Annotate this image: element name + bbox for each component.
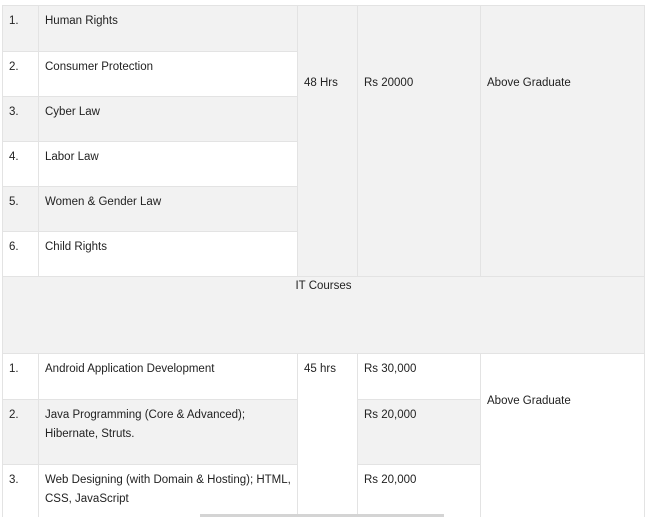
row-number: 3. <box>3 465 39 517</box>
duration-cell: 48 Hrs <box>298 6 358 277</box>
row-number: 4. <box>3 142 39 187</box>
row-number: 1. <box>3 6 39 52</box>
course-name: Web Designing (with Domain & Hosting); HTML, CSS, JavaScript <box>39 465 298 517</box>
course-name: Labor Law <box>39 142 298 187</box>
section-row <box>3 277 645 354</box>
course-name: Consumer Protection <box>39 52 298 97</box>
eligibility-cell: Above Graduate <box>481 354 645 517</box>
fee-cell: Rs 20,000 <box>358 465 481 517</box>
section-heading: IT Courses <box>3 277 645 354</box>
course-name: Women & Gender Law <box>39 187 298 232</box>
row-number: 5. <box>3 187 39 232</box>
row-number: 1. <box>3 354 39 400</box>
table-row <box>3 354 645 400</box>
row-number: 2. <box>3 400 39 465</box>
table-row <box>3 6 645 52</box>
course-name: Child Rights <box>39 232 298 277</box>
row-number: 3. <box>3 97 39 142</box>
courses-table <box>2 5 645 517</box>
course-name: Human Rights <box>39 6 298 52</box>
eligibility-cell: Above Graduate <box>481 6 645 277</box>
fee-cell: Rs 20,000 <box>358 400 481 465</box>
duration-cell: 45 hrs <box>298 354 358 517</box>
fee-cell: Rs 20000 <box>358 6 481 277</box>
row-number: 6. <box>3 232 39 277</box>
row-number: 2. <box>3 52 39 97</box>
fee-cell: Rs 30,000 <box>358 354 481 400</box>
course-name: Android Application Development <box>39 354 298 400</box>
course-name: Java Programming (Core & Advanced); Hibernate, Struts. <box>39 400 298 465</box>
course-name: Cyber Law <box>39 97 298 142</box>
